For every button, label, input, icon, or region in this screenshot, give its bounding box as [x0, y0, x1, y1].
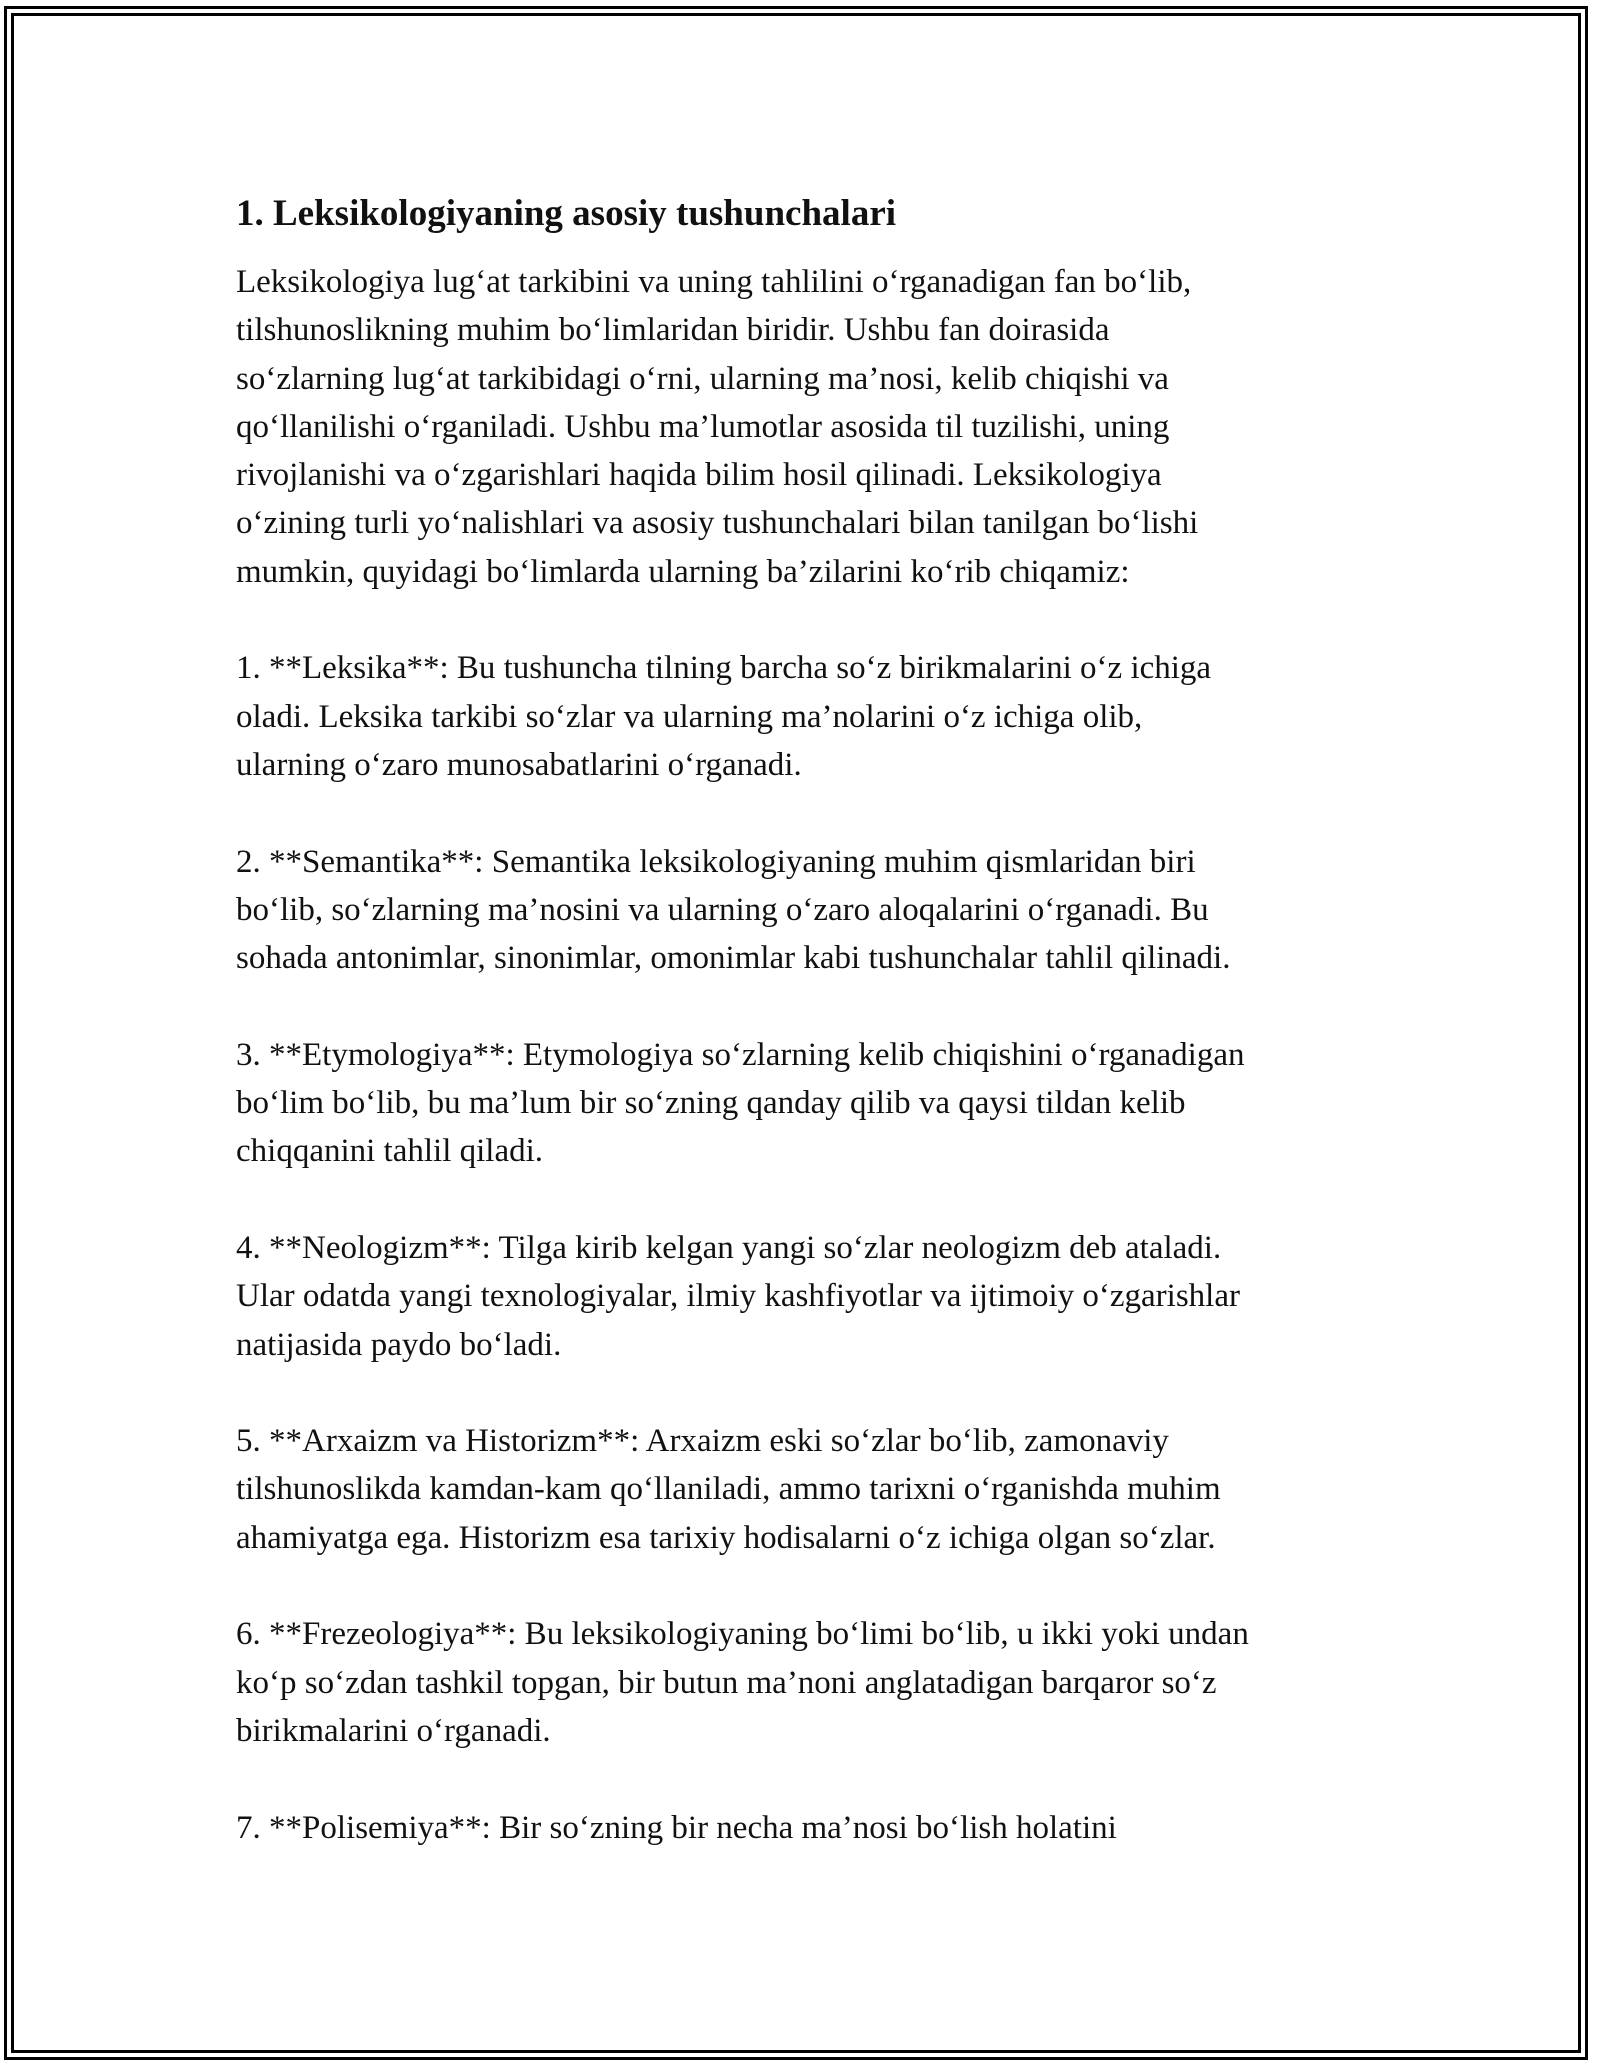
text-line: ahamiyatga ega. Historizm esa tarixiy hodisalarni o‘z ichiga olgan so‘zlar. [236, 1519, 1216, 1556]
text-line: qo‘llanilishi o‘rganiladi. Ushbu ma’lumotlar asosida til tuzilishi, uning [236, 408, 1170, 445]
text-line: 4. **Neologizm**: Tilga kirib kelgan yangi so‘zlar neologizm deb ataladi. [236, 1229, 1222, 1266]
text-line: Ular odatda yangi texnologiyalar, ilmiy kashfiyotlar va ijtimoiy o‘zgarishlar [236, 1278, 1240, 1315]
text-line: ko‘p so‘zdan tashkil topgan, bir butun ma’noni anglatadigan barqaror so‘z [236, 1664, 1217, 1701]
text-line: bo‘lim bo‘lib, bu ma’lum bir so‘zning qanday qilib va qaysi tildan kelib [236, 1085, 1186, 1122]
text-line: chiqqanini tahlil qiladi. [236, 1133, 544, 1170]
text-line: mumkin, quyidagi bo‘limlarda ularning ba’zilarini ko‘rib chiqamiz: [236, 553, 1130, 590]
text-line: tilshunoslikda kamdan-kam qo‘llaniladi, ammo tarixni o‘rganishda muhim [236, 1471, 1221, 1508]
list-item-arxaizm [236, 1417, 1396, 1562]
text-line: natijasida paydo bo‘ladi. [236, 1326, 562, 1363]
text-line: Leksikologiya lug‘at tarkibini va uning tahlilini o‘rganadigan fan bo‘lib, [236, 264, 1192, 300]
text-line: birikmalarini o‘rganadi. [236, 1712, 551, 1749]
text-line: 6. **Frezeologiya**: Bu leksikologiyaning bo‘limi bo‘lib, u ikki yoki undan [236, 1616, 1249, 1653]
text-line: 1. **Leksika**: Bu tushuncha tilning barcha so‘z birikmalarini o‘z ichiga [236, 650, 1212, 687]
section-heading: 1. Leksikologiyaning asosiy tushunchalari [236, 193, 897, 234]
list-item-polisemiya [236, 1804, 1396, 1852]
list-item-frezeologiya [236, 1610, 1396, 1755]
text-line: sohada antonimlar, sinonimlar, omonimlar kabi tushunchalar tahlil qilinadi. [236, 940, 1231, 977]
text-line: so‘zlarning lug‘at tarkibidagi o‘rni, ularning ma’nosi, kelib chiqishi va [236, 360, 1169, 397]
text-line: rivojlanishi va o‘zgarishlari haqida bilim hosil qilinadi. Leksikologiya [236, 457, 1162, 494]
intro-paragraph [236, 258, 1396, 596]
text-line: tilshunoslikning muhim bo‘limlaridan biridir. Ushbu fan doirasida [236, 312, 1110, 349]
list-item-leksika [236, 644, 1396, 789]
text-line: 2. **Semantika**: Semantika leksikologiyaning muhim qismlaridan biri [236, 843, 1196, 880]
list-item-semantika [236, 838, 1396, 983]
text-line: o‘zining turli yo‘nalishlari va asosiy tushunchalari bilan tanilgan bo‘lishi [236, 505, 1199, 542]
document-body [236, 188, 1396, 1852]
text-line: 7. **Polisemiya**: Bir so‘zning bir necha ma’nosi bo‘lish holatini [236, 1809, 1117, 1846]
text-line: 5. **Arxaizm va Historizm**: Arxaizm eski so‘zlar bo‘lib, zamonaviy [236, 1423, 1169, 1460]
text-line: bo‘lib, so‘zlarning ma’nosini va ularning o‘zaro aloqalarini o‘rganadi. Bu [236, 891, 1209, 928]
list-item-neologizm [236, 1224, 1396, 1369]
list-item-etymologiya [236, 1031, 1396, 1176]
text-line: oladi. Leksika tarkibi so‘zlar va ularning ma’nolarini o‘z ichiga olib, [236, 698, 1143, 735]
text-line: 3. **Etymologiya**: Etymologiya so‘zlarning kelib chiqishini o‘rganadigan [236, 1036, 1245, 1073]
text-line: ularning o‘zaro munosabatlarini o‘rganadi. [236, 746, 802, 783]
